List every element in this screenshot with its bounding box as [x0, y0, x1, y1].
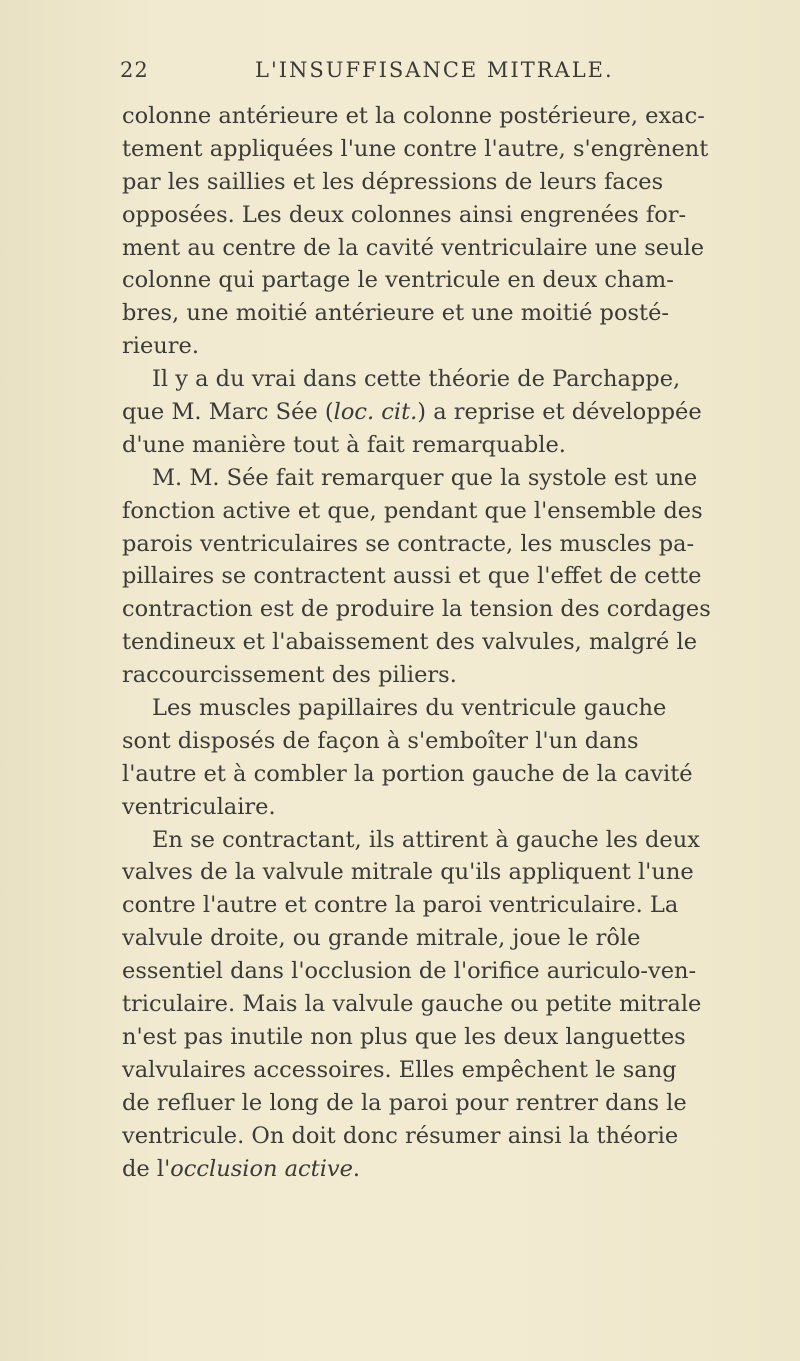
text-line: pillaires se contractent aussi et que l'effet de cette [122, 563, 702, 590]
text-line: tendineux et l'abaissement des valvules, malgré le [122, 629, 698, 656]
text-line: tement appliquées l'une contre l'autre, s'engrènent [122, 135, 709, 162]
paragraph-start-line: En se contractant, ils attirent à gauche les deux [152, 826, 700, 853]
text-line: bres, une moitié antérieure et une moitié posté- [122, 300, 669, 327]
text-line: valvulaires accessoires. Elles empêchent le sang [122, 1056, 677, 1083]
text-line: valvule droite, ou grande mitrale, joue le rôle [122, 925, 641, 952]
running-title: L'INSUFFISANCE MITRALE. [255, 58, 614, 82]
paragraph-start-line: Les muscles papillaires du ventricule gauche [152, 695, 667, 722]
text-line: triculaire. Mais la valvule gauche ou petite mitrale [122, 991, 702, 1018]
text-line: colonne antérieure et la colonne postérieure, exac- [122, 103, 705, 129]
text-line: fonction active et que, pendant que l'ensemble des [122, 497, 703, 524]
body-text [122, 100, 762, 1185]
text-line: l'autre et à combler la portion gauche de la cavité [122, 760, 693, 787]
text-line: rieure. [122, 333, 199, 360]
paragraph-start-line: M. M. Sée fait remarquer que la systole est une [152, 464, 698, 491]
page-number: 22 [120, 58, 149, 82]
text-line: par les saillies et les dépressions de leurs faces [122, 168, 664, 195]
text-line: parois ventriculaires se contracte, les muscles pa- [122, 530, 695, 557]
text-line: colonne qui partage le ventricule en deux cham- [122, 267, 674, 294]
text-line: sont disposés de façon à s'emboîter l'un dans [122, 727, 639, 754]
text-line: valves de la valvule mitrale qu'ils appliquent l'une [122, 859, 694, 886]
text-line: raccourcissement des piliers. [122, 662, 457, 689]
text-line: opposées. Les deux colonnes ainsi engrenées for- [122, 201, 687, 228]
text-line: essentiel dans l'occlusion de l'orifice auriculo-ven- [122, 958, 697, 985]
text-line-final: de l'occlusion active. [122, 1155, 361, 1182]
text-line: de refluer le long de la paroi pour rentrer dans le [122, 1089, 687, 1116]
text-line: ment au centre de la cavité ventriculaire une seule [122, 234, 705, 261]
text-line: contraction est de produire la tension des cordages [122, 596, 711, 623]
text-line: n'est pas inutile non plus que les deux languettes [122, 1023, 686, 1050]
text-line: ventriculaire. [122, 793, 276, 820]
text-line-with-citation: que M. Marc Sée (loc. cit.) a reprise et développée [122, 399, 702, 426]
text-line: ventricule. On doit donc résumer ainsi la théorie [122, 1122, 679, 1149]
page-header [120, 58, 740, 88]
paragraph-start-line: Il y a du vrai dans cette théorie de Parchappe, [152, 366, 681, 393]
text-line: contre l'autre et contre la paroi ventriculaire. La [122, 892, 679, 919]
text-line: d'une manière tout à fait remarquable. [122, 431, 566, 458]
